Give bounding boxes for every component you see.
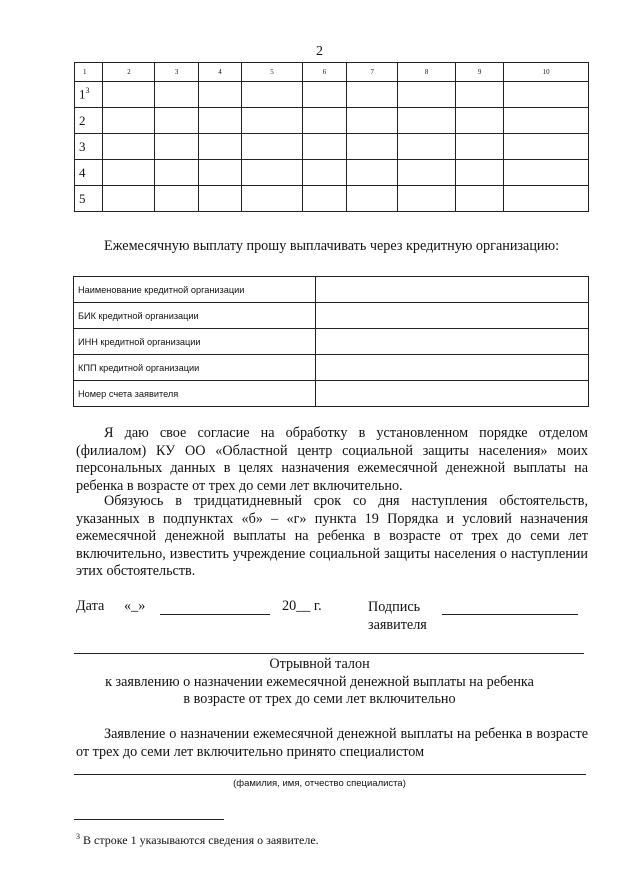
bank-details-table: [73, 276, 589, 407]
grid-header-cell: 5: [242, 63, 303, 82]
grid-row-number: 2: [75, 108, 103, 134]
grid-cell[interactable]: [198, 108, 241, 134]
bank-row-label: Номер счета заявителя: [74, 381, 316, 407]
obligation-paragraph: Обязуюсь в тридцатидневный срок со дня наступления обстоятельств, указанных в подпунктах «б» – «г» пункта 19 Порядка и условий назначения ежемесячной денежной выплаты на ребенка в возрасте от трех до семи лет включительно, известить учреждение социальной защиты населения о наступлении этих обстоятельств.: [76, 493, 588, 580]
bank-row: [74, 277, 589, 303]
grid-cell[interactable]: [155, 134, 198, 160]
footnote-separator: [74, 819, 224, 820]
grid-row: [75, 82, 589, 108]
signature-label: [368, 598, 427, 634]
grid-cell[interactable]: [103, 186, 155, 212]
grid-cell[interactable]: [456, 108, 504, 134]
grid-cell[interactable]: [504, 108, 589, 134]
grid-header-cell: 9: [456, 63, 504, 82]
tear-off-subtitle-line1: к заявлению о назначении ежемесячной денежной выплаты на ребенка: [105, 673, 534, 690]
tear-off-title: Отрывной талон: [269, 656, 370, 672]
signature-label-line2: заявителя: [368, 617, 427, 633]
date-month-line[interactable]: [160, 614, 270, 615]
grid-cell[interactable]: [302, 108, 346, 134]
date-label: Дата: [76, 598, 105, 614]
grid-cell[interactable]: [347, 134, 398, 160]
grid-cell[interactable]: [302, 186, 346, 212]
grid-row: [75, 134, 589, 160]
grid-header-row: [75, 63, 589, 82]
grid-cell[interactable]: [347, 186, 398, 212]
grid-header-cell: 4: [198, 63, 241, 82]
bank-row: [74, 329, 589, 355]
footnote-text: В строке 1 указываются сведения о заявителе.: [83, 833, 319, 847]
grid-cell[interactable]: [302, 160, 346, 186]
accepted-text: Заявление о назначении ежемесячной денежной выплаты на ребенка в возрасте от трех до семи лет включительно принято специалистом: [76, 726, 588, 760]
grid-row: [75, 160, 589, 186]
bank-row-value[interactable]: [316, 355, 589, 381]
applicant-grid-table: [74, 62, 589, 212]
grid-cell[interactable]: [398, 160, 456, 186]
bank-row-value[interactable]: [316, 303, 589, 329]
bank-row-value[interactable]: [316, 277, 589, 303]
grid-row-number: 4: [75, 160, 103, 186]
tear-off-header: [0, 656, 639, 709]
grid-cell[interactable]: [456, 134, 504, 160]
bank-row: [74, 381, 589, 407]
grid-cell[interactable]: [242, 186, 303, 212]
grid-cell[interactable]: [398, 134, 456, 160]
grid-cell[interactable]: [103, 82, 155, 108]
page-number: 2: [316, 44, 323, 59]
date-year[interactable]: 20__ г.: [282, 598, 322, 614]
grid-cell[interactable]: [242, 134, 303, 160]
grid-cell[interactable]: [504, 186, 589, 212]
grid-cell[interactable]: [347, 160, 398, 186]
specialist-name-line[interactable]: [74, 774, 586, 775]
grid-cell[interactable]: [155, 82, 198, 108]
grid-header-cell: 2: [103, 63, 155, 82]
specialist-caption: (фамилия, имя, отчество специалиста): [233, 778, 406, 789]
grid-cell[interactable]: [103, 160, 155, 186]
grid-cell[interactable]: [302, 82, 346, 108]
grid-cell[interactable]: [456, 186, 504, 212]
bank-row-value[interactable]: [316, 381, 589, 407]
signature-label-line1: Подпись: [368, 599, 421, 615]
tear-off-subtitle-line2: в возрасте от трех до семи лет включительно: [183, 691, 456, 708]
grid-cell[interactable]: [242, 82, 303, 108]
tear-off-divider: [74, 653, 584, 654]
consent-paragraph: Я даю свое согласие на обработку в установленном порядке отделом (филиалом) КУ ОО «Областной центр социальной защиты населения» моих персональных данных в целях назначения ежемесячной денежной выплаты на ребенка в возрасте от трех до семи лет включительно.: [76, 425, 588, 494]
grid-header-cell: 10: [504, 63, 589, 82]
signature-line[interactable]: [442, 614, 578, 615]
grid-cell[interactable]: [504, 134, 589, 160]
grid-row-number: 5: [75, 186, 103, 212]
grid-cell[interactable]: [198, 82, 241, 108]
bank-row-label: КПП кредитной организации: [74, 355, 316, 381]
footnote: [76, 832, 319, 848]
payment-request-text: Ежемесячную выплату прошу выплачивать через кредитную организацию:: [104, 238, 560, 254]
bank-row-label: БИК кредитной организации: [74, 303, 316, 329]
grid-cell[interactable]: [198, 160, 241, 186]
grid-header-cell: 8: [398, 63, 456, 82]
grid-cell[interactable]: [398, 108, 456, 134]
footnote-mark: 3: [76, 832, 80, 841]
grid-cell[interactable]: [456, 82, 504, 108]
grid-cell[interactable]: [504, 160, 589, 186]
bank-row: [74, 355, 589, 381]
grid-header-cell: 1: [75, 63, 103, 82]
grid-row-number: [75, 82, 103, 108]
bank-row-label: ИНН кредитной организации: [74, 329, 316, 355]
grid-cell[interactable]: [103, 134, 155, 160]
grid-cell[interactable]: [347, 82, 398, 108]
grid-cell[interactable]: [155, 160, 198, 186]
grid-cell[interactable]: [155, 108, 198, 134]
grid-cell[interactable]: [242, 160, 303, 186]
bank-row-label: Наименование кредитной организации: [74, 277, 316, 303]
grid-row-number: 3: [75, 134, 103, 160]
grid-row: [75, 108, 589, 134]
grid-row: [75, 186, 589, 212]
grid-cell[interactable]: [398, 82, 456, 108]
row-number-text: 1: [79, 86, 86, 102]
grid-cell[interactable]: [198, 134, 241, 160]
grid-cell[interactable]: [242, 108, 303, 134]
grid-cell[interactable]: [456, 160, 504, 186]
grid-header-cell: 3: [155, 63, 198, 82]
bank-row-value[interactable]: [316, 329, 589, 355]
grid-cell[interactable]: [504, 82, 589, 108]
grid-cell[interactable]: [103, 108, 155, 134]
grid-cell[interactable]: [347, 108, 398, 134]
date-day-blank[interactable]: «_»: [124, 598, 146, 614]
grid-cell[interactable]: [302, 134, 346, 160]
grid-header-cell: 6: [302, 63, 346, 82]
grid-cell[interactable]: [198, 186, 241, 212]
bank-row: [74, 303, 589, 329]
grid-header-cell: 7: [347, 63, 398, 82]
footnote-ref: 3: [85, 86, 90, 96]
grid-cell[interactable]: [398, 186, 456, 212]
grid-cell[interactable]: [155, 186, 198, 212]
